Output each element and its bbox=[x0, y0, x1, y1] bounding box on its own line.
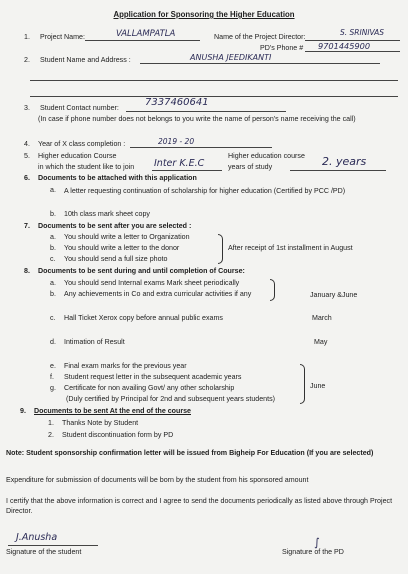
sec8-ab-brace bbox=[270, 279, 275, 301]
completion-label: Year of X class completion : bbox=[38, 140, 126, 148]
sec8-item-a: You should send Internal exams Mark sheet periodically bbox=[64, 279, 240, 287]
sec8-mark-g: g. bbox=[50, 384, 56, 392]
sec8-mark-b: b. bbox=[50, 290, 56, 298]
sec8-efg-brace bbox=[300, 364, 305, 404]
course-label-line1: Higher education Course bbox=[38, 152, 117, 160]
sec6-item-a: A letter requesting continuation of scholarship for higher education (Certified by PCC /PD) bbox=[64, 187, 346, 195]
section-8-heading: Documents to be sent during and until completion of Course: bbox=[38, 267, 245, 275]
sec9-item-1: Thanks Note by Student bbox=[62, 419, 139, 427]
contact-line bbox=[126, 111, 286, 112]
sec8-item-c: Hall Ticket Xerox copy before annual public exams bbox=[64, 314, 223, 322]
sec7-item-a: You should write a letter to Organization bbox=[64, 233, 190, 241]
years-label-line1: Higher education course bbox=[228, 152, 305, 160]
student-name-line bbox=[140, 63, 380, 64]
item-number-3: 3. bbox=[24, 104, 30, 112]
completion-value: 2019 - 20 bbox=[158, 137, 195, 146]
pd-signature-mark: ∫ bbox=[314, 536, 320, 549]
contact-label: Student Contact number: bbox=[40, 104, 119, 112]
contact-note: (In case if phone number does not belongs to you write the name of person's name receiving the call) bbox=[38, 115, 356, 123]
address-line-1 bbox=[30, 80, 398, 81]
sec7-timing-note: After receipt of 1st installment in August bbox=[228, 244, 353, 252]
sec6-mark-b: b. bbox=[50, 210, 56, 218]
sec8-item-b: Any achievements in Co and extra curricular activities if any bbox=[64, 290, 252, 298]
sec7-brace bbox=[218, 234, 223, 264]
student-name-value: ANUSHA JEEDIKANTI bbox=[190, 53, 272, 62]
item-number-7: 7. bbox=[24, 222, 30, 230]
sec9-item-2: Student discontinuation form by PD bbox=[62, 431, 174, 439]
sec8-mark-d: d. bbox=[50, 338, 56, 346]
sec8-mark-c: c. bbox=[50, 314, 56, 322]
student-signature-line bbox=[8, 545, 98, 546]
item-number-6: 6. bbox=[24, 174, 30, 182]
years-value: 2. years bbox=[322, 155, 367, 168]
project-name-line bbox=[85, 40, 200, 41]
course-value: Inter K.E.C bbox=[154, 158, 205, 169]
address-line-2 bbox=[30, 96, 398, 97]
pd-signature-label: Signature of the PD bbox=[282, 548, 344, 556]
student-signature: J.Anusha bbox=[16, 532, 58, 543]
contact-value: 7337460641 bbox=[145, 97, 209, 108]
section-6-heading: Documents to be attached with this application bbox=[38, 174, 197, 182]
item-number-2: 2. bbox=[24, 56, 30, 64]
student-name-label: Student Name and Address : bbox=[40, 56, 131, 64]
sec8-efg-when: June bbox=[310, 382, 326, 390]
section-7-heading: Documents to be sent after you are selected : bbox=[38, 222, 192, 230]
sec8-d-when: May bbox=[314, 338, 328, 346]
sec8-c-when: March bbox=[312, 314, 332, 322]
completion-line bbox=[130, 147, 272, 148]
years-label-line2: years of study bbox=[228, 163, 273, 171]
sec9-mark-2: 2. bbox=[48, 431, 54, 439]
director-name-value: S. SRINIVAS bbox=[340, 28, 385, 37]
director-name-label: Name of the Project Director: bbox=[214, 33, 306, 41]
sec6-item-b: 10th class mark sheet copy bbox=[64, 210, 150, 218]
project-name-label: Project Name: bbox=[40, 33, 85, 41]
sec8-mark-f: f. bbox=[50, 373, 54, 381]
sec7-item-c: You should send a full size photo bbox=[64, 255, 168, 263]
course-line bbox=[152, 170, 222, 171]
years-line bbox=[290, 170, 386, 171]
sec8-mark-a: a. bbox=[50, 279, 56, 287]
item-number-1: 1. bbox=[24, 33, 30, 41]
expenditure-note: Expenditure for submission of documents will be born by the student from his sponsored amount bbox=[6, 476, 309, 484]
sec8-item-d: Intimation of Result bbox=[64, 338, 125, 346]
item-number-8: 8. bbox=[24, 267, 30, 275]
item-number-5: 5. bbox=[24, 152, 30, 160]
pd-phone-label: PD's Phone # bbox=[260, 44, 304, 52]
item-number-4: 4. bbox=[24, 140, 30, 148]
certification-statement: I certify that the above information is correct and I agree to send the documents periodically as listed above through Project Director. bbox=[6, 497, 393, 515]
sponsorship-note: Note: Student sponsorship confirmation letter will be issued from Bigheip For Education (If you are selected) bbox=[6, 449, 374, 457]
sec6-mark-a: a. bbox=[50, 186, 56, 194]
sec7-mark-b: b. bbox=[50, 244, 56, 252]
sec7-item-b: You should write a letter to the donor bbox=[64, 244, 180, 252]
sec8-g-note: (Duly certified by Principal for 2nd and subsequent years students) bbox=[66, 395, 275, 403]
project-name-value: VALLAMPATLA bbox=[116, 29, 176, 39]
sec7-mark-a: a. bbox=[50, 233, 56, 241]
sec8-item-f: Student request letter in the subsequent academic years bbox=[64, 373, 242, 381]
sec8-item-g: Certificate for non availing Govt/ any other scholarship bbox=[64, 384, 235, 392]
course-label-line2: in which the student like to join bbox=[38, 163, 135, 171]
sec9-mark-1: 1. bbox=[48, 419, 54, 427]
sec8-item-e: Final exam marks for the previous year bbox=[64, 362, 187, 370]
form-title: Application for Sponsoring the Higher Education bbox=[113, 10, 295, 19]
pd-phone-line bbox=[305, 51, 400, 52]
student-signature-label: Signature of the student bbox=[6, 548, 82, 556]
sec8-ab-when: January &June bbox=[310, 291, 358, 299]
item-number-9: 9. bbox=[20, 407, 26, 415]
sec8-mark-e: e. bbox=[50, 362, 56, 370]
pd-phone-value: 9701445900 bbox=[318, 41, 371, 51]
section-9-heading: Documents to be sent At the end of the course bbox=[34, 407, 191, 415]
sec7-mark-c: c. bbox=[50, 255, 56, 263]
